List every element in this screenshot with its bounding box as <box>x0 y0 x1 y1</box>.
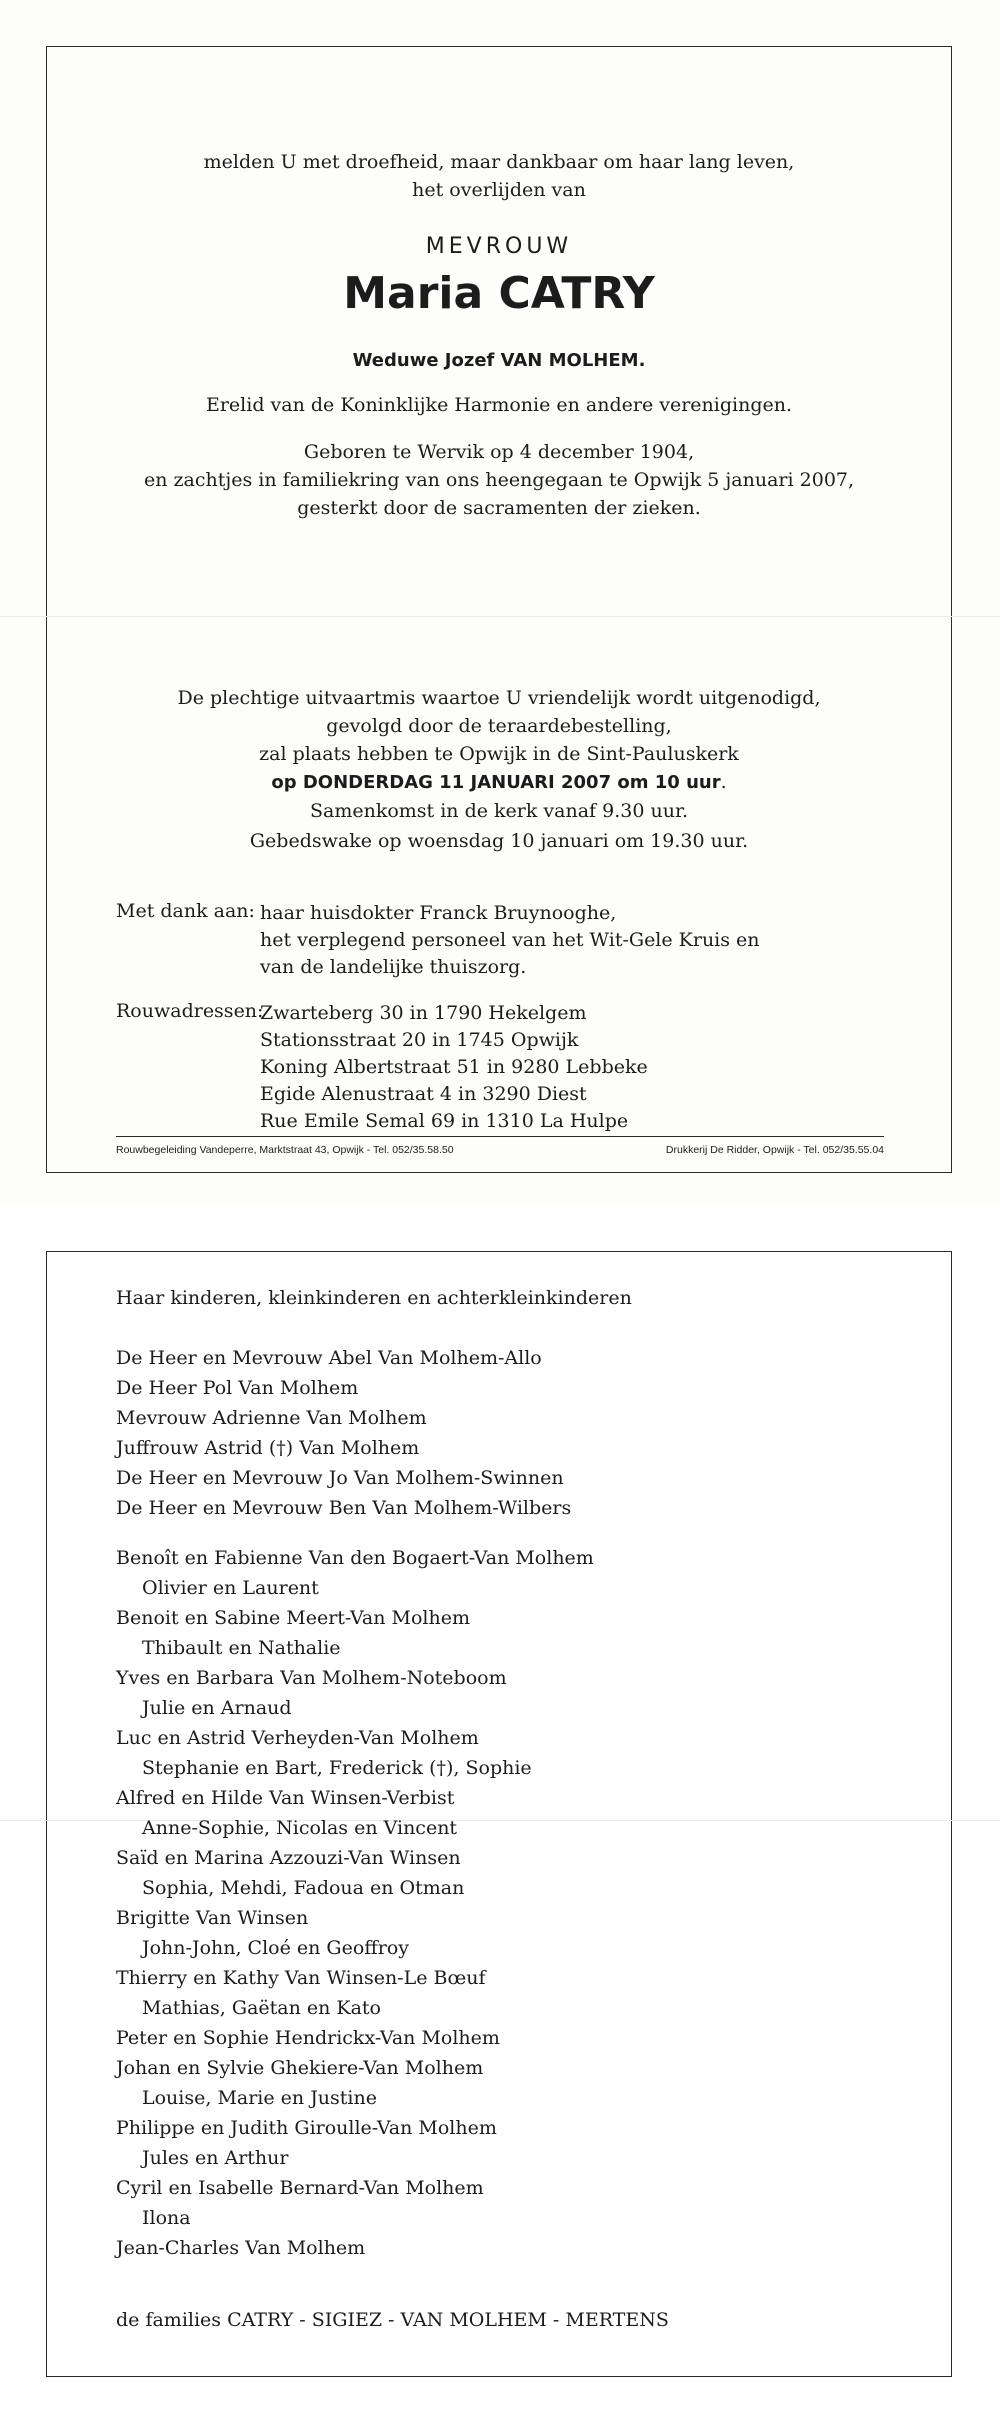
grandchild-entry: Benoît en Fabienne Van den Bogaert-Van Molhem <box>116 1547 594 1569</box>
addresses-label: Rouwadressen: <box>116 1000 264 1022</box>
child-entry: De Heer Pol Van Molhem <box>116 1377 359 1399</box>
grandchild-entry: Johan en Sylvie Ghekiere-Van Molhem <box>116 2057 484 2079</box>
address-item: Rue Emile Semal 69 in 1310 La Hulpe <box>260 1110 629 1132</box>
funeral-line: gevolgd door de teraardebestelling, <box>326 715 672 737</box>
child-entry: De Heer en Mevrouw Abel Van Molhem-Allo <box>116 1347 542 1369</box>
grandchild-entry: Luc en Astrid Verheyden-Van Molhem <box>116 1727 479 1749</box>
gathering-line: Samenkomst in de kerk vanaf 9.30 uur. <box>310 800 688 822</box>
thanks-item: van de landelijke thuiszorg. <box>260 956 527 978</box>
membership-line: Erelid van de Koninklijke Harmonie en andere verenigingen. <box>205 394 793 416</box>
footer-printer: Drukkerij De Ridder, Opwijk - Tel. 052/35.55.04 <box>665 1144 884 1156</box>
great-grandchildren-entry: Ilona <box>142 2207 191 2229</box>
children-list <box>116 1343 571 1523</box>
funeral-date: op DONDERDAG 11 JANUARI 2007 om 10 uur <box>271 772 721 793</box>
footer-undertaker: Rouwbegeleiding Vandeperre, Marktstraat 43, Opwijk - Tel. 052/35.58.50 <box>116 1144 454 1156</box>
funeral-date-line <box>46 768 952 797</box>
grandchild-entry: Peter en Sophie Hendrickx-Van Molhem <box>116 2027 500 2049</box>
great-grandchildren-entry: Julie en Arnaud <box>142 1697 292 1719</box>
grandchildren-list <box>116 1543 594 2263</box>
wake-line: Gebedswake op woensdag 10 januari om 19.30 uur. <box>249 830 749 852</box>
funeral-date-end: . <box>720 771 727 793</box>
addresses-list <box>260 1000 648 1135</box>
thanks-item: haar huisdokter Franck Bruynooghe, <box>260 902 617 924</box>
grandchild-entry: Saïd en Marina Azzouzi-Van Winsen <box>116 1847 461 1869</box>
great-grandchildren-entry: Louise, Marie en Justine <box>142 2087 377 2109</box>
child-entry: Mevrouw Adrienne Van Molhem <box>116 1407 427 1429</box>
address-item: Stationsstraat 20 in 1745 Opwijk <box>260 1029 579 1051</box>
thanks-item: het verplegend personeel van het Wit-Gele Kruis en <box>260 929 760 951</box>
great-grandchildren-entry: Mathias, Gaëtan en Kato <box>142 1997 381 2019</box>
address-item: Koning Albertstraat 51 in 9280 Lebbeke <box>260 1056 648 1078</box>
birth-death-block <box>46 438 952 522</box>
death-notice-front <box>0 0 1000 1205</box>
grandchild-entry: Philippe en Judith Giroulle-Van Molhem <box>116 2117 497 2139</box>
grandchild-entry: Cyril en Isabelle Bernard-Van Molhem <box>116 2177 484 2199</box>
birth-line: Geboren te Wervik op 4 december 1904, <box>303 441 695 463</box>
intro-line: het overlijden van <box>412 179 586 201</box>
funeral-block <box>46 684 952 825</box>
grandchild-entry: Thierry en Kathy Van Winsen-Le Bœuf <box>116 1967 486 1989</box>
grandchild-entry: Jean-Charles Van Molhem <box>116 2237 366 2259</box>
death-notice-back <box>0 1205 1000 2417</box>
funeral-line: De plechtige uitvaartmis waartoe U vriendelijk wordt uitgenodigd, <box>177 687 821 709</box>
widow-line: Weduwe Jozef VAN MOLHEM. <box>352 350 646 371</box>
thanks-list <box>260 900 760 981</box>
thanks-label: Met dank aan: <box>116 900 255 922</box>
intro-line: melden U met droefheid, maar dankbaar om haar lang leven, <box>203 151 795 173</box>
family-heading: Haar kinderen, kleinkinderen en achterkleinkinderen <box>116 1287 632 1309</box>
child-entry: De Heer en Mevrouw Jo Van Molhem-Swinnen <box>116 1467 564 1489</box>
great-grandchildren-entry: Sophia, Mehdi, Fadoua en Otman <box>142 1877 465 1899</box>
fold-line <box>0 616 1000 617</box>
families-line: de families CATRY - SIGIEZ - VAN MOLHEM - MERTENS <box>116 2309 669 2331</box>
address-item: Zwarteberg 30 in 1790 Hekelgem <box>260 1002 587 1024</box>
intro-block <box>46 148 952 204</box>
child-entry: Juffrouw Astrid (†) Van Molhem <box>116 1437 420 1459</box>
great-grandchildren-entry: Olivier en Laurent <box>142 1577 319 1599</box>
great-grandchildren-entry: Jules en Arthur <box>142 2147 289 2169</box>
address-item: Egide Alenustraat 4 in 3290 Diest <box>260 1083 587 1105</box>
grandchild-entry: Yves en Barbara Van Molhem-Noteboom <box>116 1667 507 1689</box>
sacrament-line: gesterkt door de sacramenten der zieken. <box>297 497 701 519</box>
great-grandchildren-entry: Stephanie en Bart, Frederick (†), Sophie <box>142 1757 532 1779</box>
death-line: en zachtjes in familiekring van ons heengegaan te Opwijk 5 januari 2007, <box>143 469 855 491</box>
great-grandchildren-entry: Thibault en Nathalie <box>142 1637 341 1659</box>
great-grandchildren-entry: Anne-Sophie, Nicolas en Vincent <box>142 1817 458 1839</box>
grandchild-entry: Benoit en Sabine Meert-Van Molhem <box>116 1607 471 1629</box>
footer-rule <box>116 1136 884 1137</box>
honorific: MEVROUW <box>425 234 573 259</box>
child-entry: De Heer en Mevrouw Ben Van Molhem-Wilbers <box>116 1497 572 1519</box>
grandchild-entry: Brigitte Van Winsen <box>116 1907 309 1929</box>
great-grandchildren-entry: John-John, Cloé en Geoffroy <box>142 1937 410 1959</box>
funeral-line: zal plaats hebben te Opwijk in de Sint-Pauluskerk <box>259 743 739 765</box>
deceased-name: Maria CATRY <box>343 268 655 319</box>
grandchild-entry: Alfred en Hilde Van Winsen-Verbist <box>116 1787 455 1809</box>
